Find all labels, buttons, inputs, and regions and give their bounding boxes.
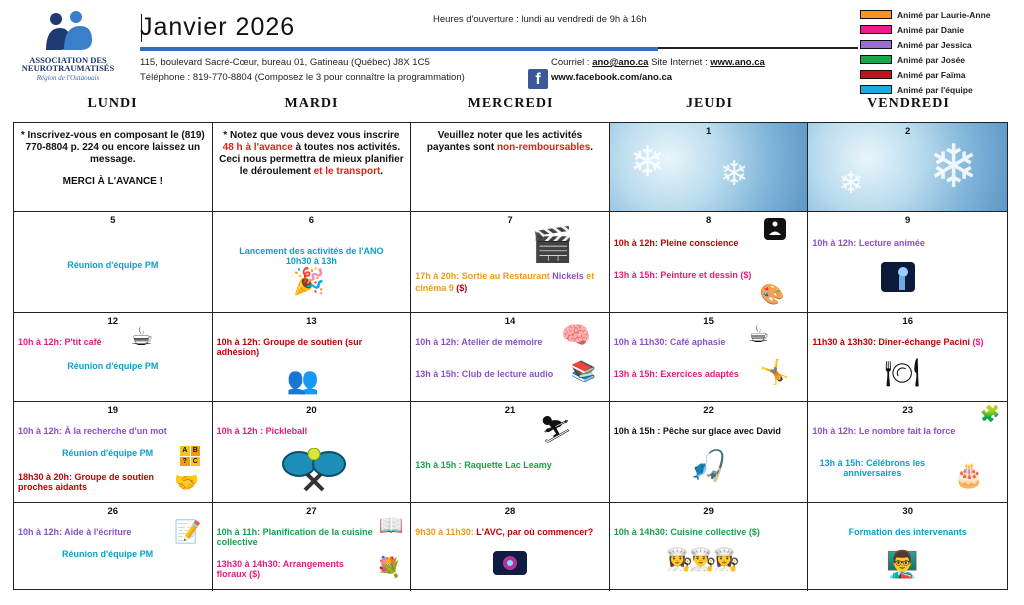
group-icon: 👥 xyxy=(286,365,319,395)
legend-item: Animé par Jessica xyxy=(860,37,1010,52)
event-mindfulness: 10h à 12h: Pleine conscience xyxy=(613,238,739,248)
legend-swatch xyxy=(860,10,892,19)
day-number: 9 xyxy=(905,215,911,226)
opening-hours: Heures d'ouverture : lundi au vendredi de 9h à 16h xyxy=(433,14,647,25)
event-audio-book-club: 13h à 15h: Club de lecture audio xyxy=(415,369,554,379)
day-number: 27 xyxy=(306,506,317,517)
phone: Téléphone : 819-770-8804 (Composez le 3 pour connaître la programmation) xyxy=(140,72,465,83)
day-number: 26 xyxy=(107,506,119,517)
snowflake-icon: ❄ xyxy=(629,138,665,185)
legend-item: Animé par Laurie-Anne xyxy=(860,7,1010,22)
palette-icon: 🎨 xyxy=(759,284,785,306)
day-number: 20 xyxy=(306,405,317,416)
calendar-cell-21[interactable] xyxy=(411,402,610,503)
calendar-cell-5[interactable] xyxy=(14,212,213,313)
event-memory-workshop: 10h à 12h: Atelier de mémoire xyxy=(415,337,543,347)
flower-icon: 💐 xyxy=(376,557,402,579)
calendar-cell-27[interactable] xyxy=(213,503,412,591)
event-ice-fishing: 10h à 15h : Pêche sur glace avec David xyxy=(613,426,781,436)
calendar-cell-8[interactable] xyxy=(610,212,809,313)
facebook-link[interactable]: www.facebook.com/ano.ca xyxy=(551,72,673,83)
people-logo-icon xyxy=(40,10,96,54)
day-number: 21 xyxy=(504,405,516,416)
ice-fishing-icon: 🎣 xyxy=(689,450,728,483)
confetti-icon: 🎉 xyxy=(292,266,325,296)
email-label: Courriel : xyxy=(551,57,593,68)
cinema-icon: 🎬 xyxy=(531,226,574,264)
coffee-cup-icon: ☕ xyxy=(747,321,770,348)
brain-scan-icon xyxy=(493,551,527,575)
weekday-friday: VENDREDI xyxy=(867,96,950,111)
meditation-icon xyxy=(764,218,786,240)
notepad-icon: 📝 xyxy=(174,519,202,544)
contact-line xyxy=(551,57,765,68)
legend-swatch xyxy=(860,55,892,64)
weekday-wednesday: MERCREDI xyxy=(467,96,554,111)
event-caregivers-group: 18h30 à 20h: Groupe de soutien proches aidants xyxy=(18,472,155,492)
day-number: 7 xyxy=(507,215,513,226)
storytelling-icon xyxy=(881,262,915,292)
weekday-headers xyxy=(13,96,1008,116)
registration-note: * Inscrivez-vous en composant le (819) 770-8804 p. 224 ou encore laissez un message. xyxy=(20,130,205,165)
event-staff-training: Formation des intervenants xyxy=(848,527,967,537)
website-link[interactable]: www.ano.ca xyxy=(710,57,765,68)
event-lunch-exchange: 11h30 à 13h30: Dîner-échange Pacini ($) xyxy=(812,337,984,347)
puzzle-icon: 🧩 xyxy=(980,406,1001,423)
snowflake-icon: ❄ xyxy=(838,167,864,200)
calendar-cell-note-monday xyxy=(14,123,213,212)
calendar-cell-23[interactable] xyxy=(808,402,1007,503)
snowflake-icon: ❄ xyxy=(928,133,979,200)
event-word-search: 10h à 12h: À la recherche d'un mot xyxy=(18,426,167,436)
advance-note: * Notez que vous devez vous inscrire 48 h à l'avance à toutes nos activités. Ceci nous permettra de mieux planifier le déroulement et le transport. xyxy=(219,130,404,177)
calendar-cell-26[interactable] xyxy=(14,503,213,591)
plate-heart-icon: 🍽 xyxy=(884,357,920,388)
address: 115, boulevard Sacré-Cœur, bureau 01, Gatineau (Québec) J8X 1C5 xyxy=(140,57,430,68)
snowflake-icon: ❄ xyxy=(719,155,749,193)
event-adapted-exercises: 13h à 15h: Exercices adaptés xyxy=(613,369,739,379)
day-number: 22 xyxy=(703,405,714,416)
cake-icon: 🎂 xyxy=(954,462,985,489)
legend xyxy=(860,7,1010,97)
event-collective-kitchen: 10h à 14h30: Cuisine collective ($) xyxy=(613,527,760,537)
event-support-group: 10h à 12h: Groupe de soutien (sur adhésion) xyxy=(216,337,363,357)
event-launch: Lancement des activités de l'ANO 10h30 à 13h xyxy=(239,246,384,266)
thanks-note: MERCI À L'AVANCE ! xyxy=(62,176,163,187)
exercise-icon: 🤸 xyxy=(759,359,790,386)
calendar-cell-7[interactable] xyxy=(411,212,610,313)
legend-item: Animé par Faïma xyxy=(860,67,1010,82)
event-writing-help: 10h à 12h: Aide à l'écriture xyxy=(18,527,132,537)
logo xyxy=(18,8,118,88)
legend-item: Animé par Josée xyxy=(860,52,1010,67)
event-birthdays: 13h à 15h: Célébrons les anniversaires xyxy=(819,458,926,478)
calendar-cell-20[interactable] xyxy=(213,402,412,503)
event-kitchen-planning: 10h à 11h: Planification de la cuisine collective xyxy=(216,527,373,547)
month-title: Janvier 2026 xyxy=(140,13,296,41)
event-team-meeting: Réunion d'équipe PM xyxy=(67,361,159,371)
pickleball-icon xyxy=(281,448,347,492)
event-coffee: 10h à 12h: P'tit café xyxy=(18,337,102,347)
event-flower-arrangements: 13h30 à 14h30: Arrangements floraux ($) xyxy=(216,559,344,579)
calendar-cell-22[interactable] xyxy=(610,402,809,503)
legend-swatch xyxy=(860,70,892,79)
email-link[interactable]: ano@ano.ca xyxy=(592,57,649,68)
day-number: 1 xyxy=(705,126,712,137)
day-number: 12 xyxy=(107,316,119,327)
event-restaurant-cinema: 17h à 20h: Sortie au Restaurant Nickels et cinéma 9 ($) xyxy=(415,271,595,293)
calendar-cell-16[interactable] xyxy=(808,313,1007,402)
weekday-tuesday: MARDI xyxy=(284,96,339,111)
facebook-icon[interactable]: f xyxy=(528,69,548,89)
event-painting: 13h à 15h: Peinture et dessin ($) xyxy=(613,270,752,280)
site-label: Site Internet : xyxy=(648,57,711,68)
legend-swatch xyxy=(860,85,892,94)
day-number: 14 xyxy=(504,316,516,327)
reading-icon: 📚 xyxy=(571,361,597,383)
event-snowshoeing: 13h à 15h : Raquette Lac Leamy xyxy=(415,460,552,470)
calendar-cell-1[interactable] xyxy=(610,123,809,212)
calendar-cell-14[interactable] xyxy=(411,313,610,402)
day-number: 16 xyxy=(902,316,913,327)
weekday-thursday: JEUDI xyxy=(685,96,733,111)
event-aphasia-cafe: 10h à 11h30: Café aphasie xyxy=(613,337,726,347)
day-number: 8 xyxy=(705,215,712,226)
training-icon: 👨‍🏫 xyxy=(886,549,919,579)
event-team-meeting: Réunion d'équipe PM xyxy=(62,549,154,559)
calendar-cell-note-tuesday xyxy=(213,123,412,212)
cookbook-icon: 📖 xyxy=(378,515,404,537)
calendar-cell-28[interactable] xyxy=(411,503,610,591)
event-team-meeting: Réunion d'équipe PM xyxy=(67,260,159,270)
day-number: 13 xyxy=(306,316,317,327)
calendar-grid xyxy=(13,122,1008,590)
calendar-cell-2[interactable] xyxy=(808,123,1007,212)
calendar-cell-9[interactable] xyxy=(808,212,1007,313)
event-team-meeting: Réunion d'équipe PM xyxy=(62,448,154,458)
legend-swatch xyxy=(860,25,892,34)
day-number: 23 xyxy=(902,405,913,416)
coffee-cup-icon: ☕ xyxy=(130,321,154,351)
calendar-cell-30[interactable] xyxy=(808,503,1007,591)
event-pickleball: 10h à 12h : Pickleball xyxy=(216,426,308,436)
legend-item: Animé par l'équipe xyxy=(860,82,1010,97)
header-rule-black xyxy=(658,47,858,49)
brain-icon: 🧠 xyxy=(561,322,592,349)
calendar-cell-note-wednesday xyxy=(411,123,610,212)
event-reading: 10h à 12h: Lecture animée xyxy=(812,238,925,248)
helping-hands-icon: 🤝 xyxy=(174,472,199,494)
chefs-icon: 👩‍🍳👨‍🍳👩‍🍳 xyxy=(665,547,736,572)
calendar-cell-29[interactable] xyxy=(610,503,809,591)
snowshoeing-icon: ⛷ xyxy=(539,414,573,444)
legend-swatch xyxy=(860,40,892,49)
refund-note: Veuillez noter que les activités payantes sont non-remboursables. xyxy=(426,130,594,153)
event-stroke-talk: 9h30 à 11h30: L'AVC, par où commencer? xyxy=(415,527,594,537)
calendar-cell-13[interactable] xyxy=(213,313,412,402)
day-number: 15 xyxy=(703,316,714,327)
day-number: 30 xyxy=(902,506,913,517)
day-number: 19 xyxy=(107,405,119,416)
logo-name: ASSOCIATION DES NEUROTRAUMATISÉS xyxy=(21,55,115,73)
logo-subtitle: Région de l'Outaouais xyxy=(36,74,100,82)
day-number: 29 xyxy=(703,506,714,517)
abc-blocks-icon: A B ? C xyxy=(180,446,200,466)
event-strength-in-numbers: 10h à 12h: Le nombre fait la force xyxy=(812,426,956,436)
day-number: 2 xyxy=(905,126,911,137)
calendar-cell-15[interactable] xyxy=(610,313,809,402)
header-rule-blue xyxy=(140,47,658,51)
day-number: 5 xyxy=(110,215,116,226)
calendar-cell-12[interactable] xyxy=(14,313,213,402)
calendar-cell-6[interactable] xyxy=(213,212,412,313)
day-number: 28 xyxy=(504,506,516,517)
calendar-cell-19[interactable] xyxy=(14,402,213,503)
legend-item: Animé par Danie xyxy=(860,22,1010,37)
weekday-monday: LUNDI xyxy=(87,96,138,111)
day-number: 6 xyxy=(308,215,315,226)
